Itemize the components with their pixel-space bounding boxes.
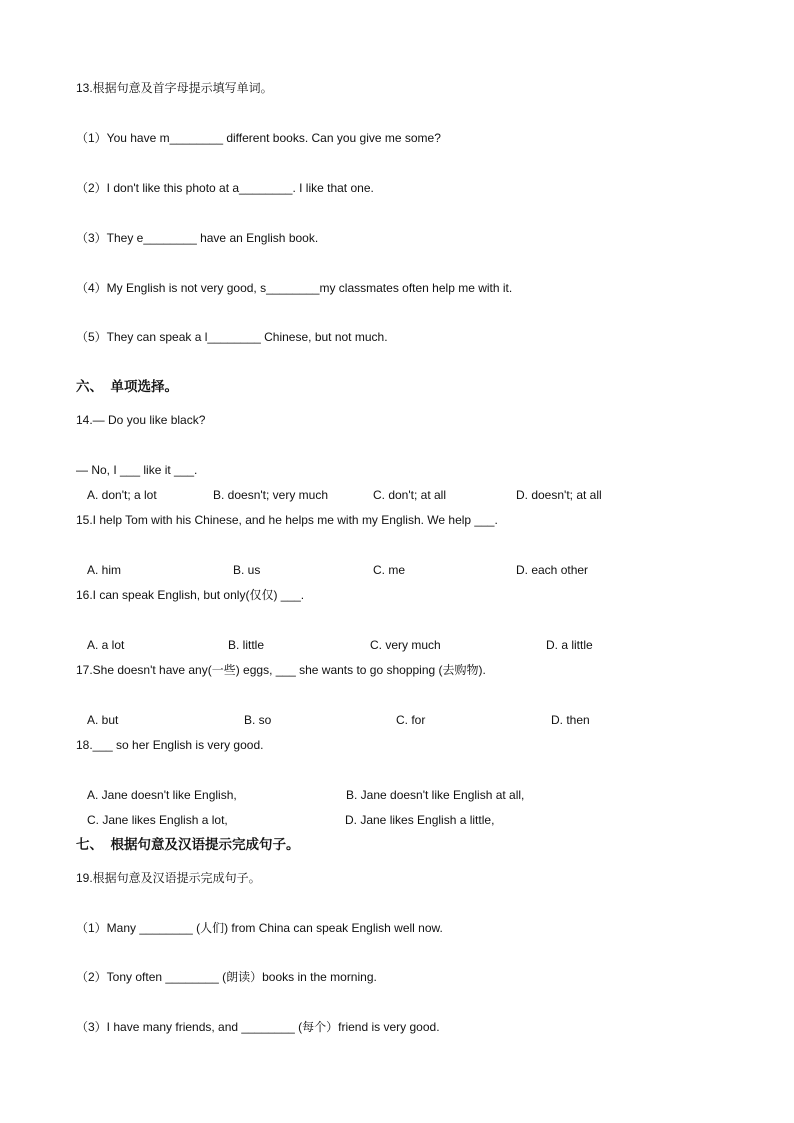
q18-option-a: A. Jane doesn't like English, [87, 788, 237, 802]
q14-option-d: D. doesn't; at all [516, 488, 602, 502]
q13-item-1: （1）You have m________ different books. Can you give me some? [76, 131, 441, 145]
q17-stem: 17.She doesn't have any(一些) eggs, ___ she wants to go shopping (去购物). [76, 663, 486, 677]
q15-option-d: D. each other [516, 563, 589, 577]
q14-stem-2: — No, I ___ like it ___. [76, 463, 198, 477]
q17-option-b: B. so [244, 713, 272, 727]
q13-title: 13.根据句意及首字母提示填写单词。 [76, 81, 273, 95]
q18-stem: 18.___ so her English is very good. [76, 738, 264, 752]
q16-option-a: A. a lot [87, 638, 125, 652]
q16-stem: 16.I can speak English, but only(仅仅) ___. [76, 588, 305, 602]
q15-option-b: B. us [233, 563, 261, 577]
q19-item-3: （3）I have many friends, and ________ (每个）friend is very good. [76, 1020, 440, 1034]
section-7-heading: 七、 根据句意及汉语提示完成句子。 [76, 837, 300, 852]
q16-option-d: D. a little [546, 638, 593, 652]
q15-stem: 15.I help Tom with his Chinese, and he helps me with my English. We help ___. [76, 513, 498, 527]
q18-option-c: C. Jane likes English a lot, [87, 813, 228, 827]
q17-option-c: C. for [396, 713, 426, 727]
q14-option-b: B. doesn't; very much [213, 488, 329, 502]
q14-option-a: A. don't; a lot [87, 488, 157, 502]
q13-item-2: （2）I don't like this photo at a________. I like that one. [76, 181, 374, 195]
q16-option-b: B. little [228, 638, 265, 652]
q18-option-b: B. Jane doesn't like English at all, [346, 788, 525, 802]
q13-item-4: （4）My English is not very good, s________my classmates often help me with it. [76, 281, 513, 295]
section-6-heading: 六、 单项选择。 [76, 379, 179, 394]
q19-item-2: （2）Tony often ________ (朗读）books in the morning. [76, 970, 377, 984]
q16-option-c: C. very much [370, 638, 441, 652]
q14-stem: 14.— Do you like black? [76, 413, 206, 427]
q14-option-c: C. don't; at all [373, 488, 446, 502]
q15-option-c: C. me [373, 563, 406, 577]
q15-option-a: A. him [87, 563, 122, 577]
q18-option-d: D. Jane likes English a little, [345, 813, 495, 827]
q19-title: 19.根据句意及汉语提示完成句子。 [76, 871, 261, 885]
q13-item-3: （3）They e________ have an English book. [76, 231, 319, 245]
q13-item-5: （5）They can speak a l________ Chinese, but not much. [76, 330, 388, 344]
q17-option-d: D. then [551, 713, 590, 727]
q19-item-1: （1）Many ________ (人们) from China can speak English well now. [76, 921, 443, 935]
q17-option-a: A. but [87, 713, 119, 727]
